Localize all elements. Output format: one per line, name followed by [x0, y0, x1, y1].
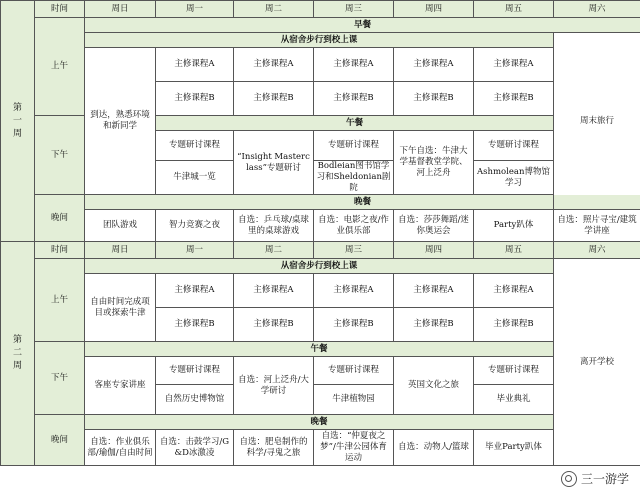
week1-pm-fri-bottom: Ashmolean博物馆学习	[474, 161, 554, 195]
course-cell: 主修课程B	[474, 82, 554, 116]
week2-eve-fri: 毕业Party趴体	[474, 430, 554, 466]
week1-course-a-row	[1, 48, 640, 82]
course-cell: 主修课程A	[156, 48, 234, 82]
week1-label: 第一周	[1, 1, 35, 242]
week1-sat-trip: 周末旅行	[554, 33, 640, 210]
week1-pm-label: 下午	[35, 116, 85, 195]
week1-pm-wed-bottom: Bodleian图书馆学习和Sheldonian剧院	[314, 161, 394, 195]
course-cell: 主修课程A	[156, 274, 234, 308]
week1-eve-label: 晚间	[35, 195, 85, 242]
day-header-wed: 周三	[314, 1, 394, 18]
week2-lunch: 午餐	[85, 342, 554, 357]
day-header-thu: 周四	[394, 1, 474, 18]
course-cell: 主修课程A	[474, 274, 554, 308]
week1-header-row	[1, 1, 640, 18]
day-header-wed-2: 周三	[314, 242, 394, 259]
week1-eve-sat: 自选：照片寻宝/建筑学讲座	[554, 210, 640, 242]
day-header-tue-2: 周二	[234, 242, 314, 259]
week2-pm-mon-bottom: 自然历史博物馆	[156, 385, 234, 415]
week2-pm-wed-top: 专题研讨课程	[314, 357, 394, 385]
week2-pm-sun: 客座专家讲座	[85, 357, 156, 415]
week2-label: 第二周	[1, 242, 35, 466]
watermark	[558, 469, 632, 488]
week2-pm-fri-bottom: 毕业典礼	[474, 385, 554, 415]
week2-pm-label: 下午	[35, 342, 85, 415]
course-cell: 主修课程B	[314, 82, 394, 116]
week2-header-row	[1, 242, 640, 259]
week1-eve-fri: Party趴体	[474, 210, 554, 242]
day-header-sun: 周日	[85, 1, 156, 18]
week2-pm-fri-top: 专题研讨课程	[474, 357, 554, 385]
week1-sun-arrival: 到达，熟悉环境和新同学	[85, 48, 156, 195]
day-header-sun-2: 周日	[85, 242, 156, 259]
week2-walk-row	[1, 259, 640, 274]
week1-eve-sun: 团队游戏	[85, 210, 156, 242]
week1-eve-thu: 自选：莎莎舞蹈/迷你奥运会	[394, 210, 474, 242]
day-header-fri: 周五	[474, 1, 554, 18]
week1-lunch: 午餐	[156, 116, 554, 131]
watermark-text: 三一游学	[580, 472, 629, 486]
week1-pm-tue: “Insight Masterclass”专题研讨	[234, 131, 314, 195]
day-header-sat-2: 周六	[554, 242, 640, 259]
week1-breakfast-row	[1, 18, 640, 33]
week2-pm-thu: 英国文化之旅	[394, 357, 474, 415]
week2-sat-leave: 离开学校	[554, 259, 640, 466]
week1-eve-wed: 自选：电影之夜/作业俱乐部	[314, 210, 394, 242]
time-header: 时间	[35, 1, 85, 18]
week2-dinner-row	[1, 415, 640, 430]
course-cell: 主修课程B	[156, 82, 234, 116]
week1-pm-mon-bottom: 牛津城一览	[156, 161, 234, 195]
week2-am-label: 上午	[35, 259, 85, 342]
day-header-tue: 周二	[234, 1, 314, 18]
week2-lunch-row	[1, 342, 640, 357]
day-header-sat: 周六	[554, 1, 640, 18]
week2-course-a-row	[1, 274, 640, 308]
week2-eve-tue: 自选：肥皂制作的科学/寻鬼之旅	[234, 430, 314, 466]
course-cell: 主修课程A	[234, 274, 314, 308]
week2-eve-row	[1, 430, 640, 448]
week1-walk-row	[1, 33, 640, 48]
week2-pm-wed-bottom: 牛津植物园	[314, 385, 394, 415]
week2-eve-label: 晚间	[35, 415, 85, 466]
course-cell: 主修课程B	[156, 308, 234, 342]
time-header-2: 时间	[35, 242, 85, 259]
week1-pm-mon-top: 专题研讨课程	[156, 131, 234, 161]
course-cell: 主修课程B	[234, 308, 314, 342]
week1-pm-thu: 下午自选：牛津大学基督教堂学院、河上泛舟	[394, 131, 474, 195]
wechat-icon	[561, 471, 577, 487]
week1-eve-tue: 自选：乒乓球/桌球里的桌球游戏	[234, 210, 314, 242]
week2-pm-tue: 自选：河上泛舟/大学研讨	[234, 357, 314, 415]
day-header-mon-2: 周一	[156, 242, 234, 259]
course-cell: 主修课程B	[394, 82, 474, 116]
week2-pm-mon-top: 专题研讨课程	[156, 357, 234, 385]
day-header-fri-2: 周五	[474, 242, 554, 259]
course-cell: 主修课程B	[474, 308, 554, 342]
week1-dinner-row	[1, 195, 640, 210]
course-cell: 主修课程B	[394, 308, 474, 342]
week1-eve-row	[1, 210, 640, 226]
course-cell: 主修课程B	[234, 82, 314, 116]
week2-walk: 从宿舍步行到校上课	[85, 259, 554, 274]
week2-eve-wed: 自选：“仲夏夜之梦”/牛津公园体育运动	[314, 430, 394, 466]
week2-dinner: 晚餐	[85, 415, 554, 430]
course-cell: 主修课程A	[394, 274, 474, 308]
day-header-mon: 周一	[156, 1, 234, 18]
week1-breakfast: 早餐	[85, 18, 640, 33]
week2-sun-free: 自由时间完成项目或探索牛津	[85, 274, 156, 342]
week1-dinner: 晚餐	[85, 195, 640, 210]
course-cell: 主修课程A	[394, 48, 474, 82]
week1-am-label: 上午	[35, 18, 85, 116]
week1-pm-fri-top: 专题研讨课程	[474, 131, 554, 161]
week2-eve-sun: 自选：作业俱乐部/瑜伽/自由时间	[85, 430, 156, 466]
week1-pm-wed-top: 专题研讨课程	[314, 131, 394, 161]
course-cell: 主修课程A	[314, 48, 394, 82]
course-cell: 主修课程B	[314, 308, 394, 342]
course-cell: 主修课程A	[474, 48, 554, 82]
course-cell: 主修课程A	[234, 48, 314, 82]
course-cell: 主修课程A	[314, 274, 394, 308]
day-header-thu-2: 周四	[394, 242, 474, 259]
week2-eve-mon: 自选：击鼓学习/G&D冰激凌	[156, 430, 234, 466]
week1-eve-mon: 智力竞赛之夜	[156, 210, 234, 242]
week2-eve-thu: 自选：动物人/篮球	[394, 430, 474, 466]
week2-pm-top-row	[1, 357, 640, 385]
week1-walk: 从宿舍步行到校上课	[85, 33, 554, 48]
